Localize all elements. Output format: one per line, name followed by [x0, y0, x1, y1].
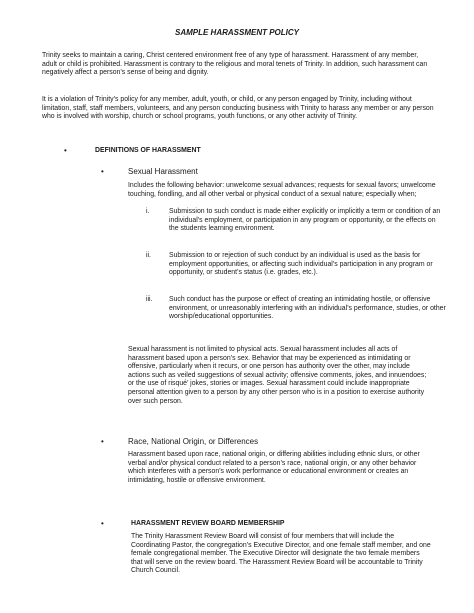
- list-item-number: i.: [146, 208, 150, 215]
- intro-paragraph-2: It is a violation of Trinity’s policy for any member, adult, youth, or child, or any person engaged by Trinity, including without limitation, staff, staff members, volunteers, and any person conducting business with Trinity to harass any member or any person who is involved with worship, church or school programs, youth functions, or any other activity of Trinity.: [42, 96, 434, 121]
- sexual-harassment-includes: Includes the following behavior: unwelcome sexual advances; requests for sexual favors; unwelcome touching, fondling, and all other verbal or physical conduct of a sexual nature; especially when;: [128, 182, 436, 198]
- sexual-harassment-closing: Sexual harassment is not limited to physical acts. Sexual harassment includes all acts of harassment based upon a person’s sex. Behavior that may be experienced as intimidating or offensive, particularly when it recurs, or one person has authority over the other, may include actions such as veiled suggestions of sexual activity; offensive comments, jokes, and innuendoes; or the use of risqué’ jokes, stories or images. Sexual harassment could include inappropriate personal attention given to a person by any other person who is in a position to exercise authority over such person.: [128, 346, 427, 405]
- intro-paragraph-1: Trinity seeks to maintain a caring, Christ centered environment free of any type of harassment. Harassment of any member, adult or child is prohibited. Harassment is contrary to the religious and moral tenets of Trinity. In addition, such harassment can negatively affect a person’s sense of being and dignity.: [42, 52, 428, 77]
- list-item-text: Such conduct has the purpose or effect of creating an intimidating hostile, or offensive environment, or unreasonably interfering with an individual’s performance, studies, or other worship/educational opportunities.: [169, 296, 446, 321]
- document-title: SAMPLE HARASSMENT POLICY: [174, 28, 299, 37]
- list-item-number: ii.: [146, 252, 151, 259]
- bullet-icon: •: [64, 146, 67, 155]
- review-board-paragraph: The Trinity Harassment Review Board will consist of four members that will include the Coordinating Pastor, the congregation’s Executive Director, and one female staff member, and one female congregational member. The Executive Director will designate the two female members that will serve on the review board. The Harassment Review Board will be accountable to Trinity Church Council.: [131, 533, 431, 575]
- definitions-heading: DEFINITIONS OF HARASSMENT: [95, 147, 201, 154]
- race-heading: Race, National Origin, or Differences: [128, 437, 259, 446]
- list-item-text: Submission to such conduct is made either explicitly or implicitly a term or condition of an individual’s employment, or participation in any program or opportunity, or the effects on the students learning environment.: [169, 208, 441, 233]
- bullet-icon: •: [101, 519, 104, 528]
- list-item-text: Submission to or rejection of such conduct by an individual is used as the basis for employment opportunities, or affecting such individual’s participation in any program or opportunity, or student’s status (i.e. grades, etc.).: [169, 252, 433, 277]
- review-board-heading: HARASSMENT REVIEW BOARD MEMBERSHIP: [131, 520, 285, 527]
- list-item-number: iii.: [146, 296, 153, 303]
- race-paragraph: Harassment based upon race, national origin, or differing abilities including ethnic slurs, or other verbal and/or physical conduct related to a person’s race, national origin, or any other behavior which interferes with a person’s work performance or educational environment or creates an intimidating, hostile or offensive environment.: [128, 451, 420, 484]
- bullet-icon: •: [101, 167, 104, 176]
- bullet-icon: •: [101, 437, 104, 446]
- sexual-harassment-heading: Sexual Harassment: [128, 167, 198, 176]
